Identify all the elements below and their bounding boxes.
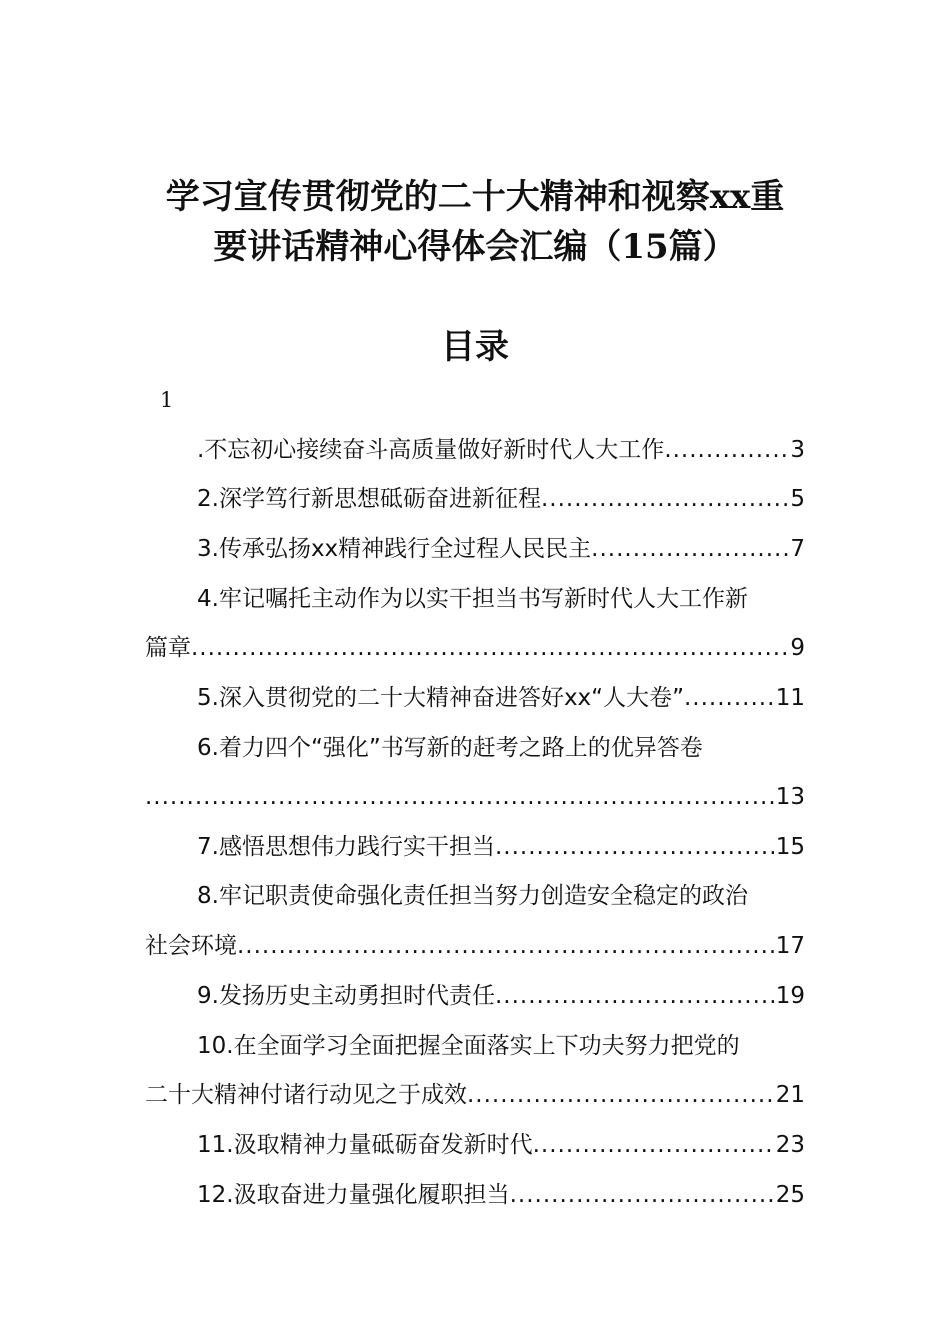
toc-leader-dots [237,926,774,966]
toc-entry-page: 21 [775,1082,805,1108]
toc-entry-9[interactable] [145,976,805,1016]
toc-entry-text-continued: 篇章 [145,635,191,661]
toc-entry-text: 3.传承弘扬xx精神践行全过程人民民主 [197,536,592,562]
toc-entry-10-continued[interactable] [145,1075,805,1115]
toc-entry-7[interactable] [145,827,805,867]
toc-entry-page: 17 [775,933,805,959]
toc-entry-text: 7.感悟思想伟力践行实干担当 [197,834,495,860]
toc-leader-dots [191,628,788,668]
toc-entry-text: 11.汲取精神力量砥砺奋发新时代 [197,1132,533,1158]
toc-leader-dots [145,777,774,817]
toc-leader-dots [684,678,774,718]
toc-entry-text: 4.牢记嘱托主动作为以实干担当书写新时代人大工作新 [197,586,748,612]
toc-entry-text: 12.汲取奋进力量强化履职担当 [197,1182,510,1208]
toc-entry-4[interactable] [145,579,805,619]
toc-entry-text: 8.牢记职责使命强化责任担当努力创造安全稳定的政治 [197,883,748,909]
toc-entry-page: 19 [775,983,805,1009]
toc-leader-dots [467,1075,774,1115]
toc-entry-page: 11 [775,685,805,711]
toc-entry-page: 9 [790,635,805,661]
toc-entry-text: 5.深入贯彻党的二十大精神奋进答好xx“人大卷” [197,685,684,711]
toc-entry-page: 5 [790,486,805,512]
toc-entry-text: 6.着力四个“强化”书写新的赶考之路上的优异答卷 [197,735,703,761]
toc-entry-page: 15 [775,834,805,860]
toc-entry-page: 7 [790,536,805,562]
toc-entry-3[interactable] [145,529,805,569]
document-title-line-1: 学习宣传贯彻党的二十大精神和视察xx重 [165,177,785,217]
document-title-line-2: 要讲话精神心得体会汇编（15篇） [213,227,737,267]
toc-entry-2[interactable] [145,479,805,519]
toc-entry-text-continued: 社会环境 [145,933,237,959]
toc-entry-page: 13 [775,784,805,810]
toc-entry-page: 25 [775,1182,805,1208]
toc-leader-dots [510,1175,774,1215]
toc-entry-text-continued: 二十大精神付诸行动见之于成效 [145,1082,467,1108]
toc-leader-dots [591,529,788,569]
toc-leader-dots [664,430,788,470]
toc-entry-text: 9.发扬历史主动勇担时代责任 [197,983,495,1009]
toc-entry-8-continued[interactable] [145,926,805,966]
toc-entry-6-continued[interactable] [145,777,805,817]
toc-entry-page: 23 [775,1132,805,1158]
toc-entry-text: 2.深学笃行新思想砥砺奋进新征程 [197,486,541,512]
toc-entry-12[interactable] [145,1175,805,1215]
toc-entry-text: .不忘初心接续奋斗高质量做好新时代人大工作 [197,437,665,463]
toc-entry-text: 10.在全面学习全面把握全面落实上下功夫努力把党的 [197,1033,740,1059]
toc-entry-6[interactable] [145,728,805,768]
page-marker: 1 [160,388,174,412]
toc-entry-4-continued[interactable] [145,628,805,668]
toc-entry-11[interactable] [145,1125,805,1165]
toc-entry-5[interactable] [145,678,805,718]
toc-entry-page: 3 [790,437,805,463]
toc-entry-8[interactable] [145,876,805,916]
toc-heading: 目录 [441,327,509,367]
toc-leader-dots [533,1125,774,1165]
toc-entry-10[interactable] [145,1026,805,1066]
toc-leader-dots [495,827,774,867]
toc-leader-dots [541,479,788,519]
toc-entry-1[interactable] [145,430,805,470]
toc-leader-dots [495,976,774,1016]
